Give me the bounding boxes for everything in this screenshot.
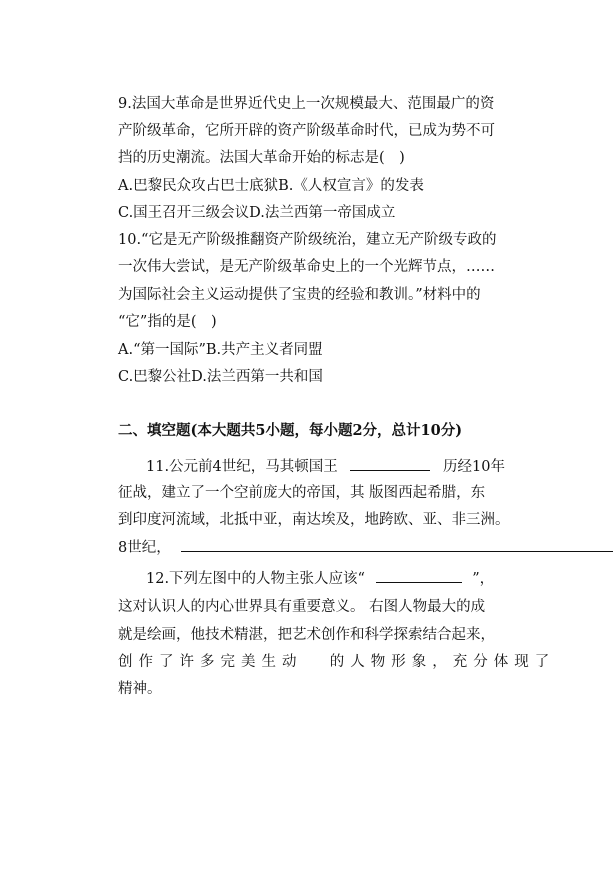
q12-line-5: 精神。 [118, 681, 162, 697]
q12-text-4b: 的人物形象，充分体现了 [329, 654, 556, 670]
q10-line-4: “它”指的是( ) [118, 314, 217, 330]
q12-text-4a: 创作了许多完美生动 [118, 654, 303, 670]
q11-blank-2[interactable] [181, 537, 613, 552]
q10-line-1: 10.“它是无产阶级推翻资产阶级统治，建立无产阶级专政的 [118, 232, 497, 248]
q9-line-2: 产阶级革命，它所开辟的资产阶级革命时代，已成为势不可 [118, 123, 495, 139]
q12-line-3: 就是绘画，他技术精湛，把艺术创作和科学探索结合起来， [118, 627, 495, 643]
q11-blank-1[interactable] [350, 456, 430, 471]
q11-text-1a: 11.公元前4世纪，马其顿国王 [146, 459, 338, 475]
q11-line-1 [146, 456, 505, 477]
q11-text-1b: 历经10年 [443, 459, 505, 475]
q12-text-1a: 12.下列左图中的人物主张人应该“ [146, 571, 365, 587]
q9-options-ab: A.巴黎民众攻占巴士底狱B.《人权宣言》的发表 [118, 178, 424, 194]
q11-line-2: 征战，建立了一个空前庞大的帝国，其 版图西起希腊，东 [118, 485, 486, 501]
q11-text-4a: 8世纪， [118, 540, 171, 556]
q10-options-ab: A.“第一国际”B.共产主义者同盟 [118, 342, 323, 358]
q11-line-4 [118, 537, 613, 558]
section-heading-fill-in: 二、填空题(本大题共5小题，每小题2分，总计10分) [118, 422, 463, 439]
q12-blank-1[interactable] [376, 568, 462, 583]
q12-text-1b: ”， [472, 571, 495, 587]
q10-line-2: 一次伟大尝试，是无产阶级革命史上的一个光辉节点，…… [118, 259, 495, 275]
q10-line-3: 为国际社会主义运动提供了宝贵的经验和教训。”材料中的 [118, 287, 481, 303]
q12-line-1 [146, 568, 494, 589]
q9-line-3: 挡的历史潮流。法国大革命开始的标志是( ) [118, 150, 405, 166]
q12-line-4 [118, 652, 555, 672]
q9-line-1: 9.法国大革命是世界近代史上一次规模最大、范围最广的资 [118, 96, 495, 112]
q9-options-cd: C.国王召开三级会议D.法兰西第一帝国成立 [118, 205, 396, 221]
q11-line-3: 到印度河流域，北抵中亚，南达埃及，地跨欧、亚、非三洲。 [118, 512, 510, 528]
q12-line-2: 这对认识人的内心世界具有重要意义。 右图人物最大的成 [118, 599, 486, 615]
q10-options-cd: C.巴黎公社D.法兰西第一共和国 [118, 369, 323, 385]
